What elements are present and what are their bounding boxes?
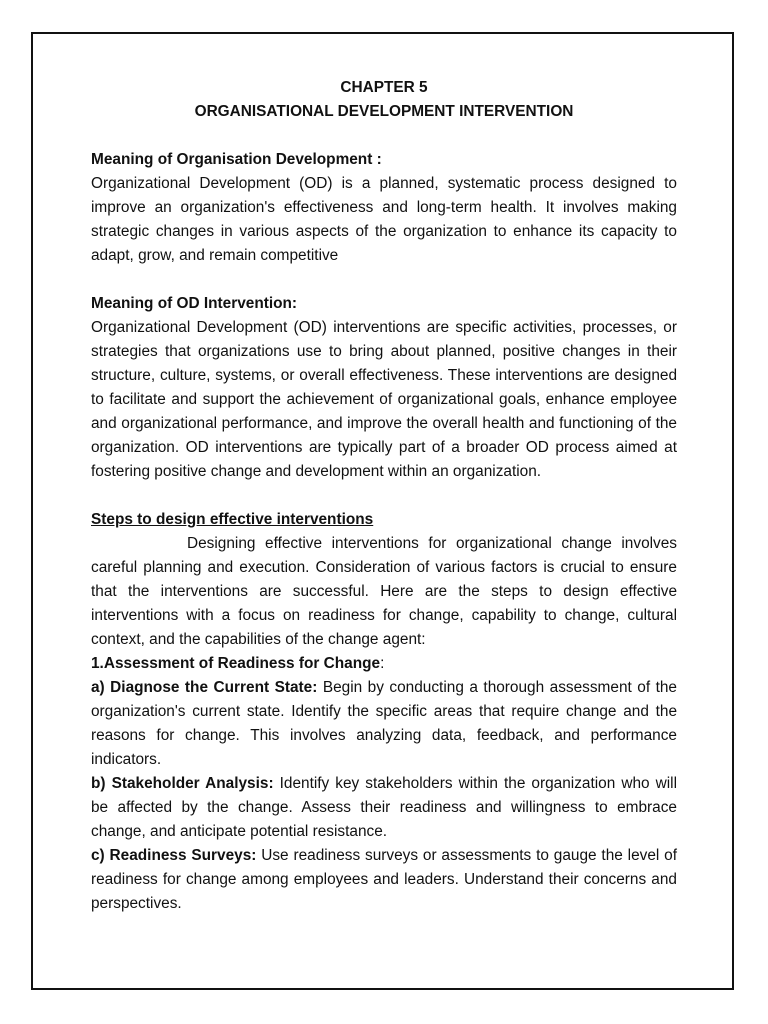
step-1-label: 1.Assessment of Readiness for Change <box>91 655 381 672</box>
spacer <box>91 124 677 148</box>
document-content <box>91 76 677 916</box>
spacer <box>91 268 677 292</box>
paragraph-steps-intro: Designing effective interventions for organizational change involves careful planning and execution. Consideration of various factors is crucial to ensure that the interventions are successful. Here are the steps to design effective interventions with a focus on readiness for change, capability to change, cultural context, and the capabilities of the change agent: <box>91 535 677 648</box>
list-item-diagnose <box>91 676 677 772</box>
list-item-text: Begin by conducting a thorough assessment of the organization's current state. Identify the specific areas that require change and the reasons for change. This involves analyzing data, feedback, and performance indicators. <box>91 679 677 768</box>
list-item-readiness-surveys <box>91 844 677 916</box>
list-item-label: a) Diagnose the Current State: <box>91 679 318 696</box>
chapter-number: CHAPTER 5 <box>340 79 428 96</box>
list-item-label: b) Stakeholder Analysis: <box>91 775 274 792</box>
list-item-text: Identify key stakeholders within the organization who will be affected by the change. Assess their readiness and willingness to embrace change, and anticipate potential resistance. <box>91 775 677 840</box>
step-1-heading <box>91 652 677 676</box>
paragraph-meaning-intervention: Organizational Development (OD) interventions are specific activities, processes, or strategies that organizations use to bring about planned, positive changes in their structure, culture, systems, or overall effectiveness. These interventions are designed to facilitate and support the achievement of organizational goals, enhance employee and organizational performance, and improve the overall health and functioning of the organization. OD interventions are typically part of a broader OD process aimed at fostering positive change and development within an organization. <box>91 319 677 480</box>
section-heading-meaning-od: Meaning of Organisation Development : <box>91 151 382 168</box>
spacer <box>91 484 677 508</box>
chapter-heading <box>91 76 677 124</box>
section-heading-meaning-intervention: Meaning of OD Intervention: <box>91 295 298 312</box>
list-item-label: c) Readiness Surveys: <box>91 847 257 864</box>
step-1-suffix: : <box>380 655 385 672</box>
list-item-text: Use readiness surveys or assessments to gauge the level of readiness for change among employees and leaders. Understand their concerns and perspectives. <box>91 847 677 912</box>
section-heading-steps: Steps to design effective interventions <box>91 511 374 528</box>
list-item-stakeholder <box>91 772 677 844</box>
chapter-title: ORGANISATIONAL DEVELOPMENT INTERVENTION <box>194 103 574 120</box>
paragraph-meaning-od: Organizational Development (OD) is a planned, systematic process designed to improve an organization's effectiveness and long-term health. It involves making strategic changes in various aspects of the organization to enhance its capacity to adapt, grow, and remain competitive <box>91 175 677 264</box>
